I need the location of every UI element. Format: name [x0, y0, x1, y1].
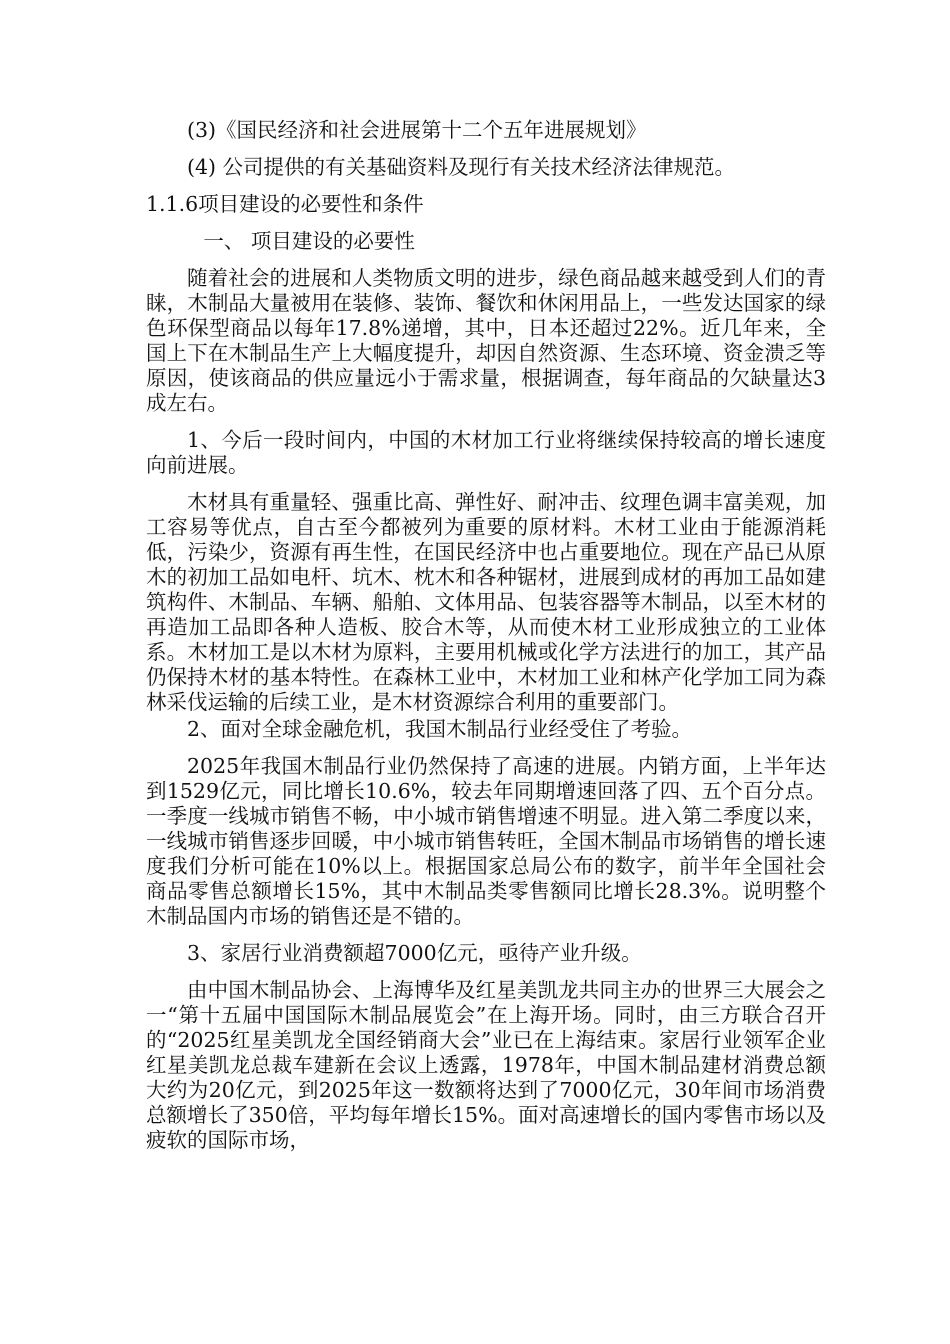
- paragraph-market-demand: 随着社会的进展和人类物质文明的进步，绿色商品越来越受到人们的青睐，木制品大量被用在装修、装饰、餐饮和休闲用品上，一些发达国家的绿色环保型商品以每年17.8%递增，其中，日本还超过22%。近几年来，全国上下在木制品生产上大幅度提升，却因自然资源、生态环境、资金溃乏等原因，使该商品的供应量远小于需求量，根据调查，每年商品的欠缺量达3成左右。: [146, 266, 826, 415]
- paragraph-point-2: 2、面对全球金融危机，我国木制品行业经受住了考验。: [187, 717, 693, 741]
- reference-item-4: (4) 公司提供的有关基础资料及现行有关技术经济法律规范。: [187, 155, 736, 179]
- paragraph-sales-growth: 2025年我国木制品行业仍然保持了高速的进展。内销方面，上半年达到1529亿元，同比增长10.6%，较去年同期增速回落了四、五个百分点。一季度一线城市销售不畅，中小城市销售增速不明显。进入第二季度以来，一线城市销售逐步回暖，中小城市销售转旺，全国木制品市场销售的增长速度我们分析可能在10%以上。根据国家总局公布的数字，前半年全国社会商品零售总额增长15%，其中木制品类零售额同比增长28.3%。说明整个木制品国内市场的销售还是不错的。: [146, 754, 826, 928]
- paragraph-exhibition: 由中国木制品协会、上海博华及红星美凯龙共同主办的世界三大展会之一“第十五届中国国际木制品展览会”在上海开场。同时，由三方联合召开的“2025红星美凯龙全国经销商大会”业已在上海结束。家居行业领军企业红星美凯龙总裁车建新在会议上透露，1978年，中国木制品建材消费总额大约为20亿元，到2025年这一数额将达到了7000亿元，30年间市场消费总额增长了350倍，平均每年增长15%。面对高速增长的国内零售市场以及疲软的国际市场，: [146, 978, 826, 1152]
- paragraph-point-1: 1、今后一段时间内，中国的木材加工行业将继续保持较高的增长速度向前进展。: [146, 428, 826, 477]
- paragraph-wood-properties: 木材具有重量轻、强重比高、弹性好、耐冲击、纹理色调丰富美观，加工容易等优点，自古至今都被列为重要的原材料。木材工业由于能源消耗低，污染少，资源有再生性，在国民经济中也占重要地位。现在产品已从原木的初加工品如电杆、坑木、枕木和各种锯材，进展到成材的再加工品如建筑构件、木制品、车辆、船舶、文体用品、包装容器等木制品，以至木材的再造加工品即各种人造板、胶合木等，从而使木材工业形成独立的工业体系。木材加工是以木材为原料，主要用机械或化学方法进行的加工，其产品仍保持木材的基本特性。在森林工业中，木材加工业和林产化学加工同为森林采伐运输的后续工业，是木材资源综合利用的重要部门。: [146, 490, 826, 714]
- section-heading: 1.1.6项目建设的必要性和条件: [146, 192, 424, 216]
- document-page: [146, 118, 826, 1165]
- section-subheading: 一、 项目建设的必要性: [203, 229, 415, 253]
- reference-item-3: (3)《国民经济和社会进展第十二个五年进展规划》: [187, 118, 647, 142]
- paragraph-point-3: 3、家居行业消费额超7000亿元，亟待产业升级。: [187, 941, 642, 965]
